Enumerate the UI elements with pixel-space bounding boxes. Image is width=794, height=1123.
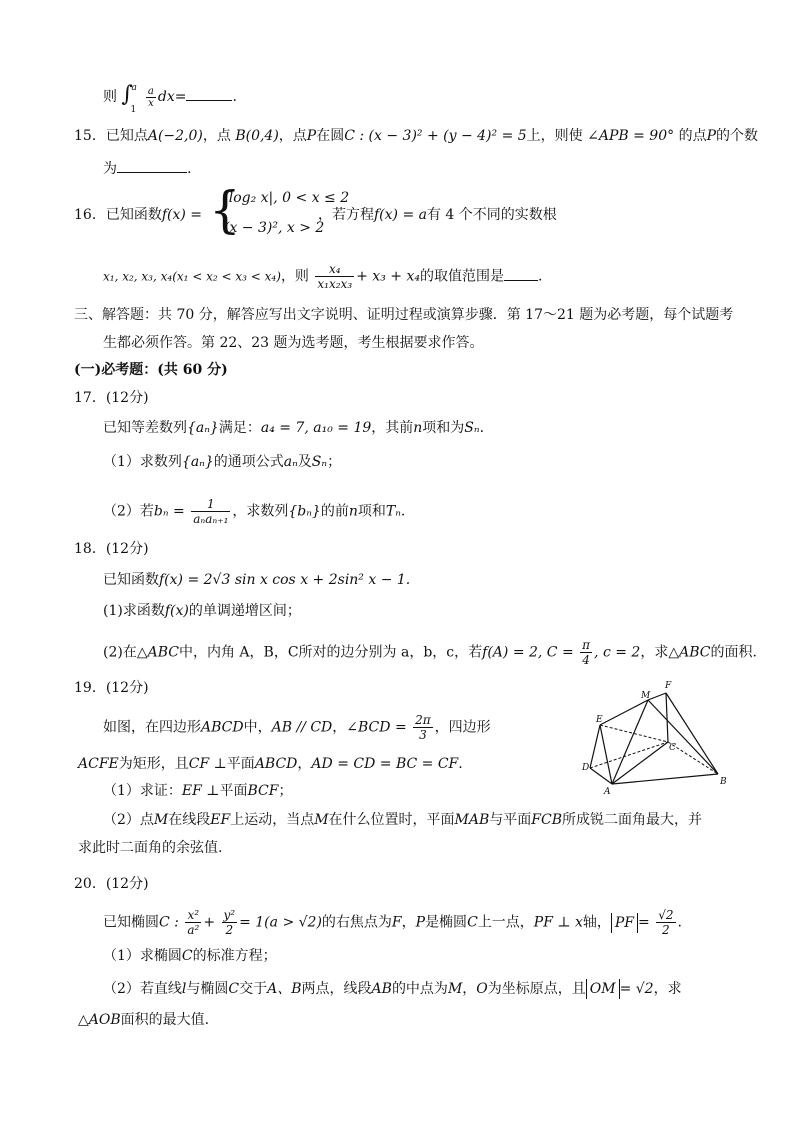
edge-fc — [666, 693, 668, 742]
q18-2-tri: △ABC — [136, 644, 179, 661]
q19-g: ACFE — [78, 756, 119, 772]
q19-frac-num: 2π — [415, 713, 431, 727]
q20-2g: 为坐标原点，且 — [487, 981, 586, 997]
piecewise-brace: { — [209, 181, 241, 239]
edge-ma — [612, 700, 648, 784]
ellipse-rest: = 1(a > √2) — [239, 914, 322, 931]
q18-2c: , c = 2 — [594, 644, 641, 661]
q20-2f: ， — [462, 981, 477, 997]
q19-2e: 与平面 — [489, 812, 532, 828]
q15-line2-text: 为 — [103, 161, 117, 177]
integral-lower: 1 — [130, 105, 137, 115]
q18-text-a: 已知函数 — [103, 572, 159, 588]
edge-mf — [648, 693, 666, 700]
q19-b: 中， — [243, 719, 272, 736]
q15-blank — [117, 158, 187, 173]
q17-cond: a₄ = 7, a₁₀ = 19 — [260, 420, 372, 436]
q19-j: 平面 — [226, 756, 255, 772]
label-a: A — [604, 787, 611, 796]
solid-figure — [578, 676, 728, 796]
q17-2-frac-num: 1 — [191, 497, 230, 512]
q18-2-frac-num: π — [582, 638, 591, 652]
q15-text-f: 的个数 — [716, 128, 758, 144]
q18-part2 — [103, 638, 757, 667]
point-b: B(0,4) — [235, 128, 279, 144]
angle-apb: ∠APB = 90° — [587, 128, 675, 144]
q14-tail — [103, 82, 237, 115]
q18-func: f(x) = 2√3 sin x cos x + 2sin² x − 1. — [159, 572, 411, 588]
q20-2-ab: A、B — [267, 981, 302, 997]
q17-2c: 的前 — [320, 503, 349, 520]
label-m: M — [641, 691, 651, 701]
q20-b: 的右焦点为 — [321, 914, 392, 931]
q17-sn: Sₙ — [464, 420, 480, 436]
q20-c2: C — [467, 914, 478, 931]
label-c: C — [669, 743, 676, 753]
q18-1-fx: f(x) — [164, 603, 189, 619]
q16-blank — [504, 266, 538, 281]
q20-pf-den: 2 — [662, 923, 670, 937]
q20-c-label: C : — [159, 914, 179, 931]
q20-2h: ，求 — [653, 981, 682, 997]
q15-text-e: 的点 — [678, 128, 707, 144]
integrand — [146, 86, 156, 109]
q20-2-line2-text: 面积的最大值. — [120, 1012, 210, 1028]
q18-1a: (1)求函数 — [103, 603, 165, 619]
q19-end: . — [458, 756, 463, 772]
q20-2b: 与椭圆 — [186, 981, 229, 997]
edge-ea — [600, 725, 612, 784]
integral-sign: ∫ — [121, 82, 133, 107]
q17-1end: ； — [327, 454, 342, 470]
q19-2a: （2）点 — [103, 812, 154, 828]
section-required-heading: (一)必考题：(共 60 分) — [74, 362, 228, 378]
q18-2e: 的面积. — [710, 644, 757, 661]
q19-1a: （1）求证： — [103, 783, 182, 799]
q17-1-seq: {aₙ} — [181, 454, 214, 470]
q20-a: 已知椭圆 — [103, 914, 159, 931]
q20-pf-eq: = — [638, 914, 650, 931]
q17-seq: {aₙ} — [187, 420, 219, 436]
q20-g: 轴， — [582, 914, 611, 931]
q20-part2-line2 — [78, 1010, 209, 1030]
q16-text-d: ，则 — [280, 268, 309, 285]
q20-part2 — [103, 979, 682, 999]
q16-end: . — [537, 268, 543, 285]
q16-text-c: 有 4 个不同的实数根 — [426, 207, 557, 223]
q20-e: 上一点， — [477, 914, 534, 931]
q19-abcd: ABCD — [201, 719, 244, 736]
ellipse-den2: 2 — [225, 923, 234, 937]
q17-1b: 的通项公式 — [213, 454, 284, 470]
q16-text-f: 的取值范围是 — [419, 268, 504, 285]
q15-number: 15． — [74, 128, 106, 144]
edge-ec — [600, 725, 668, 742]
q17-2-bn: bₙ = — [153, 503, 185, 520]
q16-frac-num: x₄ — [315, 262, 354, 277]
q19-e: ∠BCD = — [346, 719, 407, 736]
q17-1a: （1）求数列 — [103, 454, 182, 470]
q17-2-bseq: {bₙ} — [288, 503, 321, 520]
end: . — [232, 89, 237, 105]
q17-2b: ，求数列 — [232, 503, 289, 520]
edge-ed — [590, 725, 600, 768]
q19-2f: 所成锐二面角最大，并 — [562, 812, 702, 828]
q19-1d: BCF — [247, 783, 279, 799]
q18-2b: 中，内角 A，B，C所对的边分别为 a，b，c，若 — [178, 644, 483, 661]
q15-end: . — [187, 161, 192, 177]
integral — [121, 82, 143, 115]
q17-text-a: 已知等差数列 — [103, 420, 187, 436]
q16-fraction — [315, 262, 354, 291]
q20-2a: （2）若直线 — [103, 981, 182, 997]
q19-stem1 — [103, 713, 491, 742]
q16-fx: f(x) = — [161, 207, 203, 223]
q18-stem — [103, 570, 410, 590]
q18-2-tri2: △ABC — [668, 644, 711, 661]
dx: dx — [157, 89, 175, 105]
q17-part2 — [103, 497, 405, 526]
q16-text-a: 已知函数 — [105, 207, 162, 223]
q19-2d: 在什么位置时，平面 — [328, 812, 455, 828]
q18-heading: 18．(12分) — [74, 541, 149, 557]
q18-1b: 的单调递增区间； — [188, 603, 301, 619]
q15-text-b: ，点 — [202, 128, 231, 144]
q17-end: . — [479, 420, 485, 436]
q15-line1: 15．已知点A(−2,0)，点 B(0,4)，点P在圆C : (x − 3)² + (y − 4)² = 5上，则使 ∠APB = 90° 的点P的个数 — [74, 128, 758, 144]
q20-2-m: M — [447, 981, 463, 997]
q17-text-d: 项和为 — [422, 420, 465, 436]
q20-2c: 交于 — [239, 981, 268, 997]
q18-part1 — [103, 601, 301, 621]
q16-line2 — [103, 262, 542, 291]
q19-2-m: M — [153, 812, 169, 828]
ellipse-frac-2 — [222, 908, 238, 937]
q19-2b: 在线段 — [168, 812, 211, 828]
q19-c: AB // CD — [271, 719, 333, 736]
q17-heading: 17．(12分) — [74, 390, 149, 406]
q16-text-e: + x₃ + x₄ — [356, 268, 420, 285]
q20-2-aob: △AOB — [78, 1012, 121, 1028]
ellipse-num2: y² — [223, 908, 236, 922]
q20-2-seg: AB — [371, 981, 392, 997]
q19-2-fcb: FCB — [531, 812, 562, 828]
q20-2-l: l — [181, 981, 187, 997]
q15-text-c: 在圆 — [316, 128, 345, 144]
q19-frac-den: 3 — [419, 728, 427, 742]
q17-n: n — [413, 420, 423, 436]
edge-em — [600, 700, 648, 725]
q20-2e: 的中点为 — [391, 981, 448, 997]
point-a: A(−2,0) — [147, 128, 203, 144]
q20-pf-frac — [656, 908, 675, 937]
piece-2: (x − 3)², x > 2 — [224, 220, 325, 236]
q20-2-o: O — [476, 981, 488, 997]
q16-fxa: f(x) = a — [374, 207, 427, 223]
q18-2-cond: f(A) = 2, C = — [482, 644, 574, 661]
q19-2-m2: M — [314, 812, 329, 828]
label-f: F — [665, 681, 672, 691]
q20-2-om-abs: OM — [586, 979, 620, 999]
eq: = — [174, 89, 187, 105]
q19-k: ABCD — [254, 756, 298, 772]
q19-f: ，四边形 — [434, 719, 491, 736]
answer-blank — [186, 86, 232, 101]
q19-part1 — [103, 781, 292, 801]
q18-2-fraction — [580, 638, 592, 667]
ellipse-frac-1 — [185, 908, 201, 937]
q16-text-b: ，若方程 — [318, 207, 374, 223]
piece-1: |log₂ x|, 0 < x ≤ 2 — [224, 190, 350, 206]
q20-1a: （1）求椭圆 — [103, 948, 182, 964]
point-p: P — [306, 128, 317, 144]
label-b: B — [720, 777, 727, 787]
label-e: E — [596, 715, 603, 725]
q20-end: . — [677, 914, 682, 931]
edge-fb — [666, 693, 718, 774]
q19-stem2 — [78, 754, 463, 774]
q20-2-om-eq: = √2 — [619, 981, 654, 997]
q16-line1 — [74, 205, 202, 225]
q16-number: 16． — [74, 207, 106, 223]
q17-stem — [103, 418, 484, 438]
q19-h: 为矩形，且 — [118, 756, 189, 772]
q17-1-an: aₙ — [283, 454, 298, 470]
q20-p: P — [415, 914, 426, 931]
q19-1end: ； — [278, 783, 293, 799]
q20-2d: 两点，线段 — [301, 981, 372, 997]
section3-line2: 生都必须作答。第 22、23 题为选考题，考生根据要求作答。 — [103, 335, 484, 351]
edge-dc — [590, 742, 668, 768]
q19-2-mab: MAB — [454, 812, 490, 828]
q18-2-frac-den: 4 — [582, 653, 590, 667]
q19-i: CF ⊥ — [188, 756, 227, 772]
q17-2end: . — [400, 503, 406, 520]
q20-d: 是椭圆 — [425, 914, 468, 931]
integral-upper: a — [131, 83, 137, 93]
q19-1c: 平面 — [219, 783, 248, 799]
q15-line2 — [103, 158, 191, 179]
q16-frac-den: x₁x₂x₃ — [317, 277, 353, 291]
q20-pf-abs: PF — [611, 913, 638, 933]
ellipse-plus: + — [203, 914, 216, 931]
q20-f: PF ⊥ x — [533, 914, 583, 931]
q17-2-frac-den: aₙaₙ₊₁ — [193, 512, 229, 526]
q20-part1 — [103, 946, 277, 966]
q17-2a: （2）若 — [103, 503, 154, 520]
edge-ab — [612, 774, 718, 784]
edge-mb — [648, 700, 718, 774]
q17-1-sn: Sₙ — [311, 454, 328, 470]
q16-roots: x₁, x₂, x₃, x₄(x₁ < x₂ < x₃ < x₄) — [103, 269, 281, 284]
q20-stem — [103, 908, 682, 937]
integrand-num: a — [147, 85, 154, 97]
q19-a: 如图，在四边形 — [103, 719, 201, 736]
q19-m: AD = CD = BC = CF — [311, 756, 459, 772]
q17-1c: 及 — [297, 454, 312, 470]
q20-1b: 的标准方程； — [192, 948, 277, 964]
integrand-den: x — [148, 97, 154, 109]
q19-part2 — [103, 810, 702, 830]
q17-2-n: n — [348, 503, 358, 520]
q14-prefix: 则 — [103, 89, 117, 105]
q18-2a: (2)在 — [103, 644, 137, 661]
q20-pf-num: √2 — [658, 908, 674, 922]
q17-text-c: ，其前 — [371, 420, 414, 436]
q20-1-c: C — [181, 948, 193, 964]
q20-2-c: C — [228, 981, 240, 997]
q19-2c: 上运动，当点 — [230, 812, 315, 828]
q17-text-b: 满足： — [218, 420, 261, 436]
q19-2-ef: EF — [210, 812, 231, 828]
q20-heading: 20．(12分) — [74, 876, 149, 892]
q15-text-a: 已知点 — [105, 128, 148, 144]
q18-2d: ，求 — [640, 644, 669, 661]
q17-part1 — [103, 452, 341, 472]
ellipse-den1: a² — [187, 923, 200, 937]
label-d: D — [582, 763, 590, 773]
section3-line1: 三、解答题：共 70 分，解答应写出文字说明、证明过程或演算步骤．第 17～21 题为必考题，每个试题考 — [74, 307, 734, 323]
ellipse-num1: x² — [185, 908, 201, 923]
q17-2-tn: Tₙ — [385, 503, 401, 520]
q19-1b: EF ⊥ — [181, 783, 220, 799]
q19-fraction — [413, 713, 433, 742]
q19-heading: 19．(12分) — [74, 680, 149, 696]
q19-d: ， — [332, 719, 347, 736]
q17-2-fraction — [191, 497, 230, 526]
q20-c: ， — [401, 914, 416, 931]
q19-l: ， — [297, 756, 312, 772]
q17-2d: 项和 — [357, 503, 386, 520]
circle-eq: C : (x − 3)² + (y − 4)² = 5 — [344, 128, 527, 144]
point-p2: P — [706, 128, 716, 144]
q20-f-pt: F — [391, 914, 402, 931]
q15-text-d: 上，则使 — [526, 128, 583, 144]
q19-part2-line2: 求此时二面角的余弦值. — [78, 840, 223, 856]
q16-line1b — [318, 205, 557, 225]
